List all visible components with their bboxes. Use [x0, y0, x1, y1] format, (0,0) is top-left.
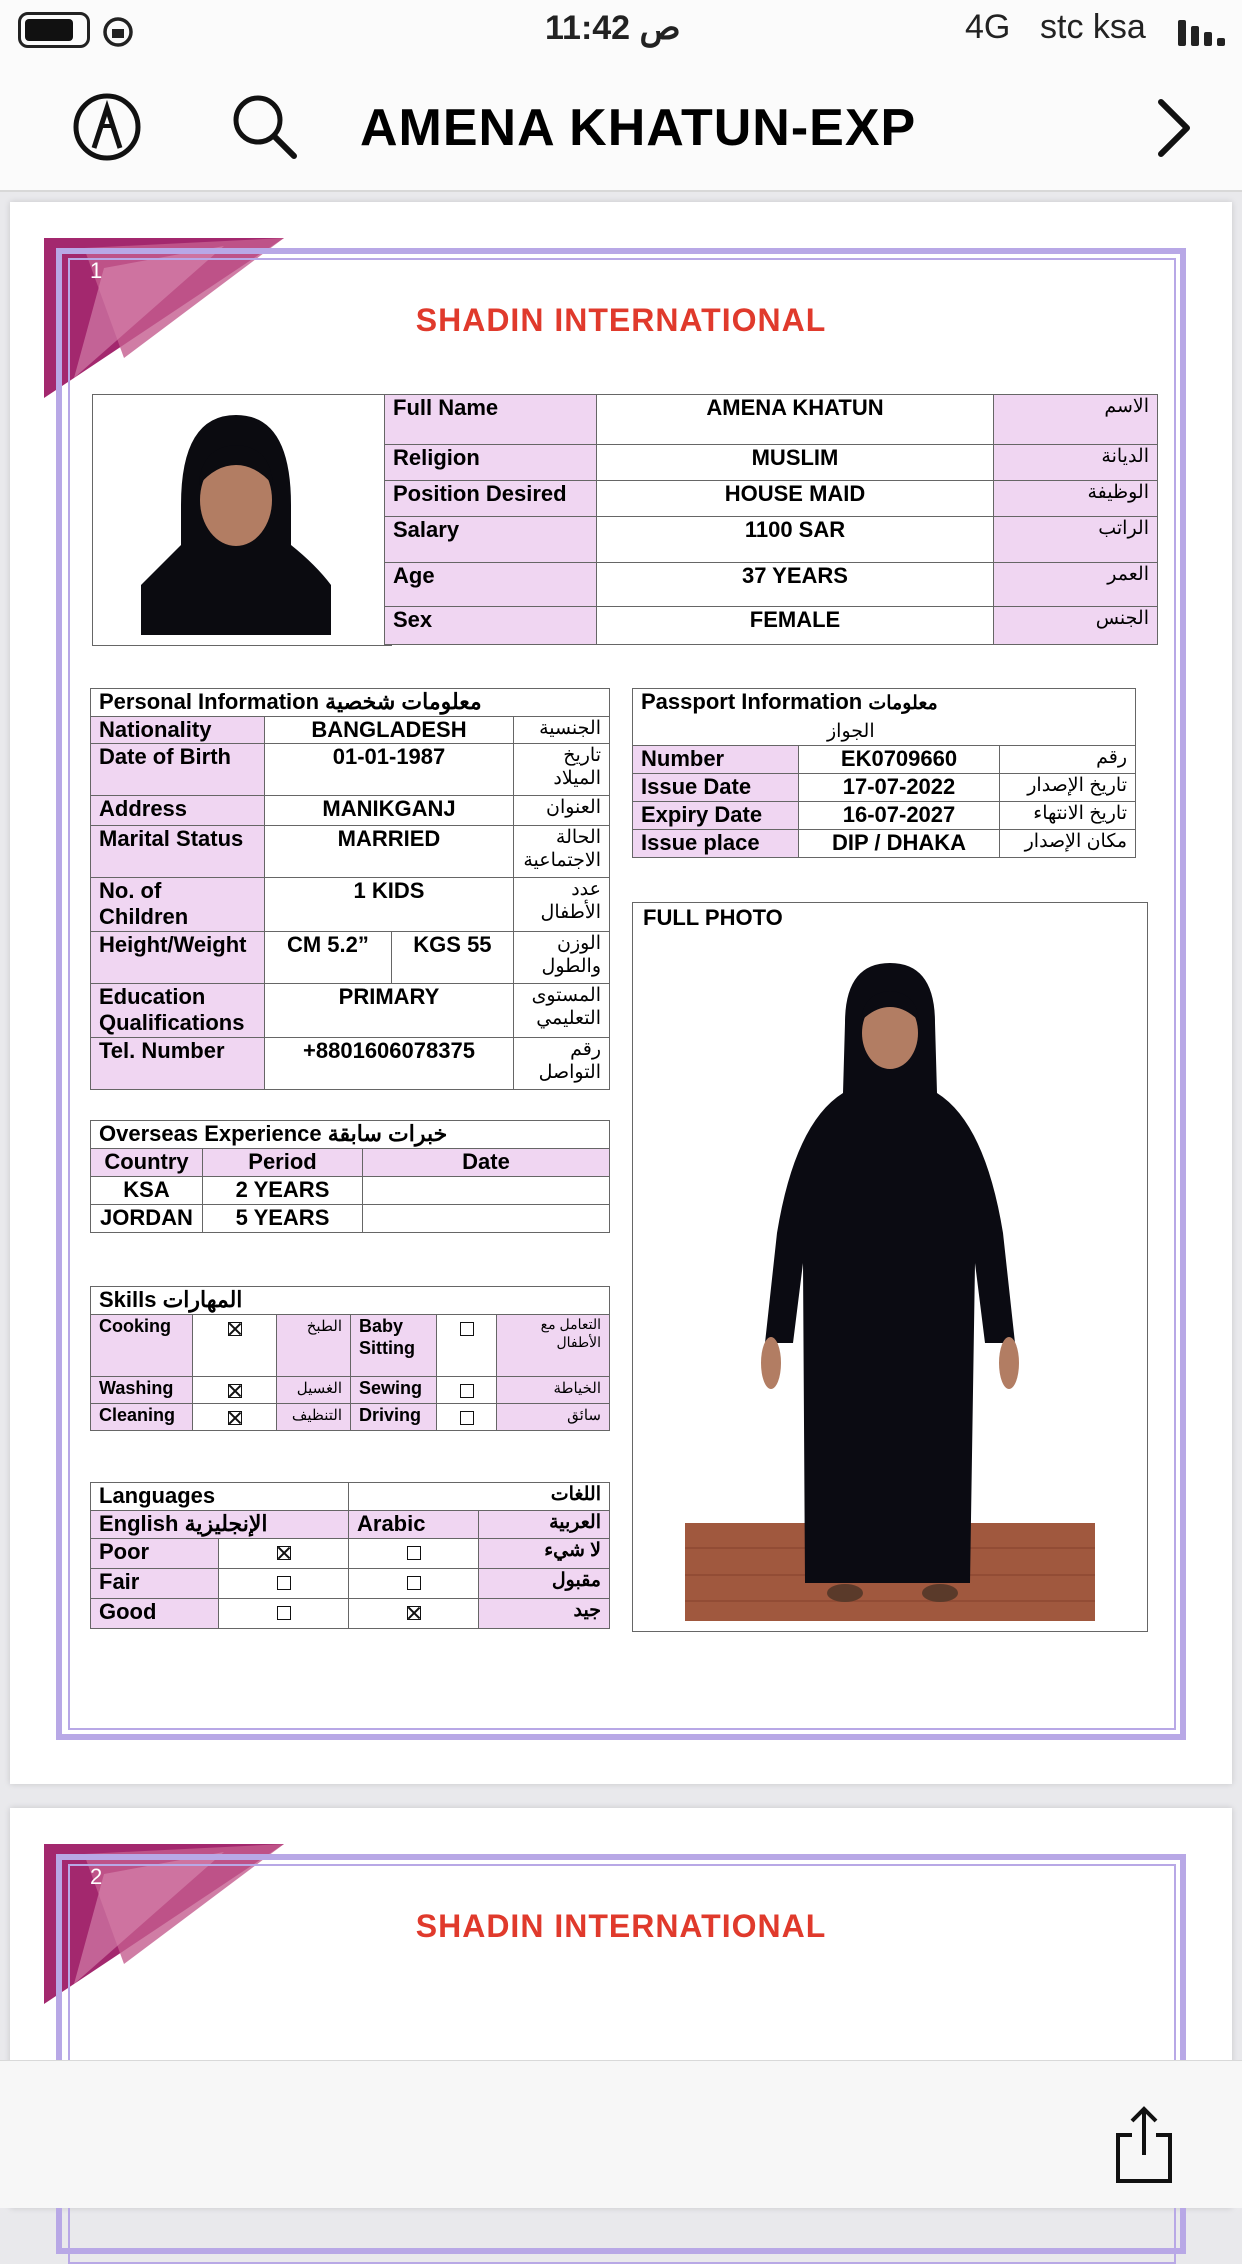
- skill-label: Driving: [351, 1404, 437, 1431]
- info-label: Education Qualifications: [91, 984, 265, 1038]
- passport-value: 17-07-2022: [799, 774, 1000, 802]
- info-label-ar: تاريخ الميلاد: [514, 744, 610, 796]
- profile-table: [384, 394, 1158, 645]
- passport-label: Expiry Date: [633, 802, 799, 830]
- overseas-cell: [363, 1205, 610, 1233]
- info-label: Address: [91, 796, 265, 826]
- personal-info-heading: Personal Information معلومات شخصية: [91, 689, 610, 717]
- info-value: MARRIED: [265, 826, 514, 878]
- checkbox-unchecked: [460, 1322, 474, 1336]
- skill-check: [193, 1404, 277, 1431]
- info-label: Date of Birth: [91, 744, 265, 796]
- skills-table: [90, 1286, 610, 1431]
- language-level-ar: جيد: [479, 1599, 610, 1629]
- overseas-cell: 5 YEARS: [203, 1205, 363, 1233]
- info-label-ar: العنوان: [514, 796, 610, 826]
- column-header: Period: [203, 1149, 363, 1177]
- checkbox-unchecked: [277, 1576, 291, 1590]
- skill-check: [193, 1377, 277, 1404]
- passport-heading-ar: معلومات: [868, 693, 938, 714]
- skill-check: [437, 1377, 497, 1404]
- column-header: Country: [91, 1149, 203, 1177]
- info-value: PRIMARY: [265, 984, 514, 1038]
- profile-value: FEMALE: [597, 607, 994, 645]
- page-number: 1: [90, 258, 103, 283]
- passport-label-ar: تاريخ الإصدار: [1000, 774, 1136, 802]
- company-name: SHADIN INTERNATIONAL: [415, 1908, 827, 1944]
- skill-check: [437, 1315, 497, 1377]
- language-level-ar: لا شيء: [479, 1539, 610, 1569]
- info-label-ar: الجنسية: [514, 717, 610, 744]
- info-value-2: KGS 55: [391, 932, 513, 984]
- company-name: SHADIN INTERNATIONAL: [415, 302, 827, 338]
- language-level: Good: [91, 1599, 219, 1629]
- chevron-right-icon[interactable]: [1155, 98, 1195, 158]
- profile-label: Salary: [385, 517, 597, 563]
- overseas-experience-table: [90, 1120, 610, 1233]
- english-check: [219, 1569, 349, 1599]
- profile-label-ar: العمر: [994, 563, 1158, 607]
- skill-label-ar: الخياطة: [497, 1377, 610, 1404]
- passport-label-ar: مكان الإصدار: [1000, 830, 1136, 858]
- search-icon[interactable]: [230, 92, 300, 162]
- personal-info-table: [90, 688, 610, 1090]
- profile-label-ar: الاسم: [994, 395, 1158, 445]
- info-label-ar: المستوى التعليمي: [514, 984, 610, 1038]
- info-value: MANIKGANJ: [265, 796, 514, 826]
- passport-value: DIP / DHAKA: [799, 830, 1000, 858]
- battery-icon: [18, 12, 90, 48]
- english-check: [219, 1539, 349, 1569]
- passport-value: 16-07-2027: [799, 802, 1000, 830]
- passport-heading-cell: [633, 689, 1136, 746]
- overseas-cell: JORDAN: [91, 1205, 203, 1233]
- english-check: [219, 1599, 349, 1629]
- info-label-ar: عدد الأطفال: [514, 878, 610, 932]
- profile-label: Position Desired: [385, 481, 597, 517]
- passport-label: Issue place: [633, 830, 799, 858]
- profile-label-ar: الجنس: [994, 607, 1158, 645]
- arabic-check: [349, 1569, 479, 1599]
- info-value: 01-01-1987: [265, 744, 514, 796]
- skill-label-ar: الطبخ: [277, 1315, 351, 1377]
- passport-label: Number: [633, 746, 799, 774]
- arabic-check: [349, 1599, 479, 1629]
- info-label: Nationality: [91, 717, 265, 744]
- checkbox-checked: [228, 1411, 242, 1425]
- profile-label: Age: [385, 563, 597, 607]
- language-level: Fair: [91, 1569, 219, 1599]
- language-level-ar: مقبول: [479, 1569, 610, 1599]
- language-arabic-header: Arabic: [349, 1511, 479, 1539]
- page-number: 2: [90, 1864, 103, 1889]
- overseas-cell: [363, 1177, 610, 1205]
- arabic-check: [349, 1539, 479, 1569]
- profile-label-ar: الوظيفة: [994, 481, 1158, 517]
- language-english-header: English الإنجليزية: [91, 1511, 349, 1539]
- checkbox-checked: [228, 1384, 242, 1398]
- overseas-cell: 2 YEARS: [203, 1177, 363, 1205]
- status-time: 11:42 ص: [545, 9, 681, 47]
- skill-check: [193, 1315, 277, 1377]
- passport-value: EK0709660: [799, 746, 1000, 774]
- skill-label: Cleaning: [91, 1404, 193, 1431]
- checkbox-checked: [407, 1606, 421, 1620]
- passport-info-table: [632, 688, 1136, 858]
- full-photo-label: FULL PHOTO: [643, 905, 783, 930]
- info-label-ar: الوزن والطول: [514, 932, 610, 984]
- profile-label: Sex: [385, 607, 597, 645]
- info-label: Height/Weight: [91, 932, 265, 984]
- info-value: BANGLADESH: [265, 717, 514, 744]
- passport-heading-ar-2: الجواز: [827, 721, 875, 742]
- signal-icon: [1178, 16, 1226, 48]
- profile-value: MUSLIM: [597, 445, 994, 481]
- nav-bar: [0, 62, 1242, 192]
- profile-label: Full Name: [385, 395, 597, 445]
- language-arabic-header-ar: العربية: [479, 1511, 610, 1539]
- profile-value: AMENA KHATUN: [597, 395, 994, 445]
- document-page-1: [10, 202, 1232, 1784]
- overseas-heading: Overseas Experience خبرات سابقة: [91, 1121, 610, 1149]
- checkbox-checked: [277, 1546, 291, 1560]
- skill-label-ar: التعامل مع الأطفال: [497, 1315, 610, 1377]
- skill-label: Cooking: [91, 1315, 193, 1377]
- share-icon[interactable]: [1112, 2105, 1176, 2185]
- document-title: AMENA KHATUN-EXP: [360, 99, 917, 157]
- bottom-toolbar: [0, 2060, 1242, 2208]
- info-label: Marital Status: [91, 826, 265, 878]
- passport-heading: Passport Information: [641, 689, 863, 714]
- info-value: +8801606078375: [265, 1038, 514, 1090]
- skill-label: Washing: [91, 1377, 193, 1404]
- checkbox-unchecked: [407, 1576, 421, 1590]
- languages-heading: Languages: [91, 1483, 349, 1511]
- profile-value: 37 YEARS: [597, 563, 994, 607]
- skill-label-ar: التنظيف: [277, 1404, 351, 1431]
- info-value: CM 5.2”: [265, 932, 392, 984]
- skill-check: [437, 1404, 497, 1431]
- checkbox-checked: [228, 1322, 242, 1336]
- skill-label-ar: سائق: [497, 1404, 610, 1431]
- info-label-ar: الحالة الاجتماعية: [514, 826, 610, 878]
- skill-label: Baby Sitting: [351, 1315, 437, 1377]
- checkbox-unchecked: [407, 1546, 421, 1560]
- profile-label-ar: الديانة: [994, 445, 1158, 481]
- markup-pen-icon[interactable]: [72, 92, 142, 162]
- skill-label-ar: الغسيل: [277, 1377, 351, 1404]
- full-photo-box: [632, 902, 1148, 1632]
- overseas-cell: KSA: [91, 1177, 203, 1205]
- rotation-lock-icon: [100, 14, 136, 50]
- passport-label-ar: تاريخ الانتهاء: [1000, 802, 1136, 830]
- profile-label-ar: الراتب: [994, 517, 1158, 563]
- info-value: 1 KIDS: [265, 878, 514, 932]
- passport-label: Issue Date: [633, 774, 799, 802]
- info-label: No. of Children: [91, 878, 265, 932]
- profile-label: Religion: [385, 445, 597, 481]
- column-header: Date: [363, 1149, 610, 1177]
- language-level: Poor: [91, 1539, 219, 1569]
- profile-photo: [92, 394, 392, 646]
- languages-table: [90, 1482, 610, 1629]
- portrait-photo: [141, 415, 331, 635]
- profile-value: 1100 SAR: [597, 517, 994, 563]
- profile-value: HOUSE MAID: [597, 481, 994, 517]
- skills-heading: Skills المهارات: [91, 1287, 610, 1315]
- checkbox-unchecked: [460, 1384, 474, 1398]
- full-body-photo: [685, 963, 1095, 1621]
- passport-label-ar: رقم: [1000, 746, 1136, 774]
- checkbox-unchecked: [460, 1411, 474, 1425]
- carrier-name: stc ksa: [1040, 8, 1146, 46]
- languages-heading-ar: اللغات: [349, 1483, 610, 1511]
- skill-label: Sewing: [351, 1377, 437, 1404]
- network-type: 4G: [965, 8, 1011, 46]
- checkbox-unchecked: [277, 1606, 291, 1620]
- info-label: Tel. Number: [91, 1038, 265, 1090]
- info-label-ar: رقم التواصل: [514, 1038, 610, 1090]
- status-bar: [0, 0, 1242, 62]
